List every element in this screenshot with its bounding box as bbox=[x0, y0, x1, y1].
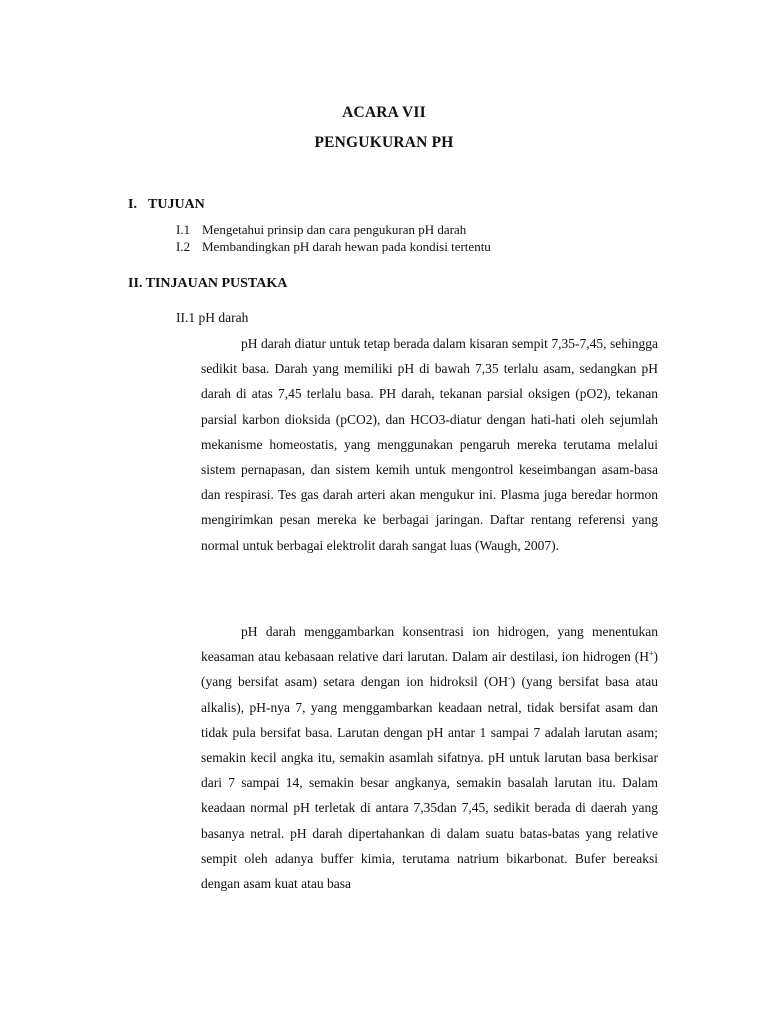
superscript-plus: + bbox=[648, 649, 654, 659]
paragraph-text: pH darah menggambarkan konsentrasi ion hidrogen, yang menentukan keasaman atau kebasaan relative dari larutan. Dalam air destilasi, ion hidrogen (H bbox=[201, 624, 658, 665]
section-heading-tujuan bbox=[128, 197, 205, 213]
list-item bbox=[176, 222, 466, 238]
list-item-text: Mengetahui prinsip dan cara pengukuran pH darah bbox=[202, 222, 467, 237]
paragraph-text: ) (yang bersifat basa atau alkalis), pH-nya 7, yang menggambarkan keadaan netral, tidak bersifat asam dan tidak pula bersifat basa. Larutan dengan pH antar 1 sampai 7 adalah larutan asam; semakin kecil angka itu, semakin asamlah sifatnya. pH untuk larutan basa berkisar dari 7 sampai 14, semakin besar angkanya, semakin basalah larutan itu. Dalam keadaan normal pH terletak di antara 7,35dan 7,45, sedikit berada di daerah yang basanya netral. pH darah dipertahankan di dalam suatu batas-batas yang relative sempit oleh adanya buffer kimia, terutama natrium bikarbonat. Bufer bereaksi dengan asam kuat atau basa bbox=[201, 674, 658, 892]
subsection-heading: II.1 pH darah bbox=[176, 310, 249, 325]
superscript-minus: - bbox=[508, 674, 511, 684]
paragraph: pH darah diatur untuk tetap berada dalam kisaran sempit 7,35-7,45, sehingga sedikit basa. Darah yang memiliki pH di bawah 7,35 terlalu asam, sedangkan pH darah di atas 7,45 terlalu basa. PH darah, tekanan parsial oksigen (pO2), tekanan parsial karbon dioksida (pCO2), dan HCO3-diatur dengan hati-hati oleh sejumlah mekanisme homeostatis, yang menggunakan pengaruh mereka terutama melalui sistem pernapasan, dan sistem kemih untuk mengontrol keseimbangan asam-basa dan respirasi. Tes gas darah arteri akan mengukur ini. Plasma juga beredar hormon mengirimkan pesan mereka ke berbagai jaringan. Daftar rentang referensi yang normal untuk berbagai elektrolit darah sangat luas (Waugh, 2007). bbox=[201, 336, 658, 553]
list-item bbox=[176, 239, 491, 255]
list-item-text: Membandingkan pH darah hewan pada kondisi tertentu bbox=[202, 239, 491, 254]
list-item-number: I.2 bbox=[176, 239, 191, 254]
document-subtitle: PENGUKURAN PH bbox=[314, 134, 454, 151]
paragraph-text: ) (yang bersifat asam) setara dengan ion hidroksil (OH bbox=[201, 649, 658, 690]
section-title: TUJUAN bbox=[148, 197, 205, 212]
paragraph bbox=[201, 619, 658, 896]
section-heading-tinjauan-pustaka: II. TINJAUAN PUSTAKA bbox=[128, 276, 288, 291]
section-number: I. bbox=[128, 197, 137, 212]
document-title: ACARA VII bbox=[342, 104, 426, 121]
list-item-number: I.1 bbox=[176, 222, 191, 237]
